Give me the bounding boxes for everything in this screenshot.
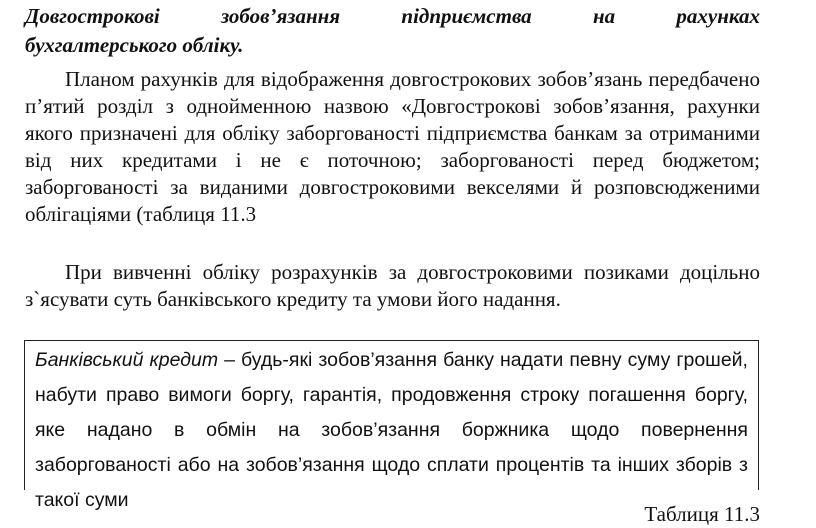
definition-term: Банківський кредит — [35, 349, 219, 371]
paragraph-chart-of-accounts: Планом рахунків для відображення довгострокових зобов’язань передбачено п’ятий розділ з однойменною назвою «Довгострокові зобов’язання, рахунки якого призначені для обліку заборгованості підприємства банкам за отриманими від них кредитами і не є поточною; заборгованості перед бюджетом; заборгованості за виданими довгостроковими векселями й розповсюдженими облігаціями (таблиця 11.3 — [25, 67, 760, 226]
paragraph-long-term-loans: При вивченні обліку розрахунків за довгостроковими позиками доцільно з`ясувати суть банківського кредиту та умови його надання. — [25, 260, 760, 311]
section-heading-line-1: Довгострокові зобов’язання підприємства на рахунках — [25, 4, 760, 28]
table-caption: Таблиця 11.3 — [644, 502, 760, 526]
section-heading-line-2: бухгалтерського обліку. — [25, 33, 244, 57]
definition-text: – будь-які зобов’язання банку надати певну суму грошей, набути право вимоги боргу, гарантія, продовження строку погашення боргу, яке надано в обмін на зобов’язання боржника щодо повернення заборгованості або на зобов’язання щодо сплати процентів та інших зборів з такої суми — [35, 349, 748, 511]
section-heading — [25, 2, 760, 60]
definition-box — [24, 340, 759, 511]
